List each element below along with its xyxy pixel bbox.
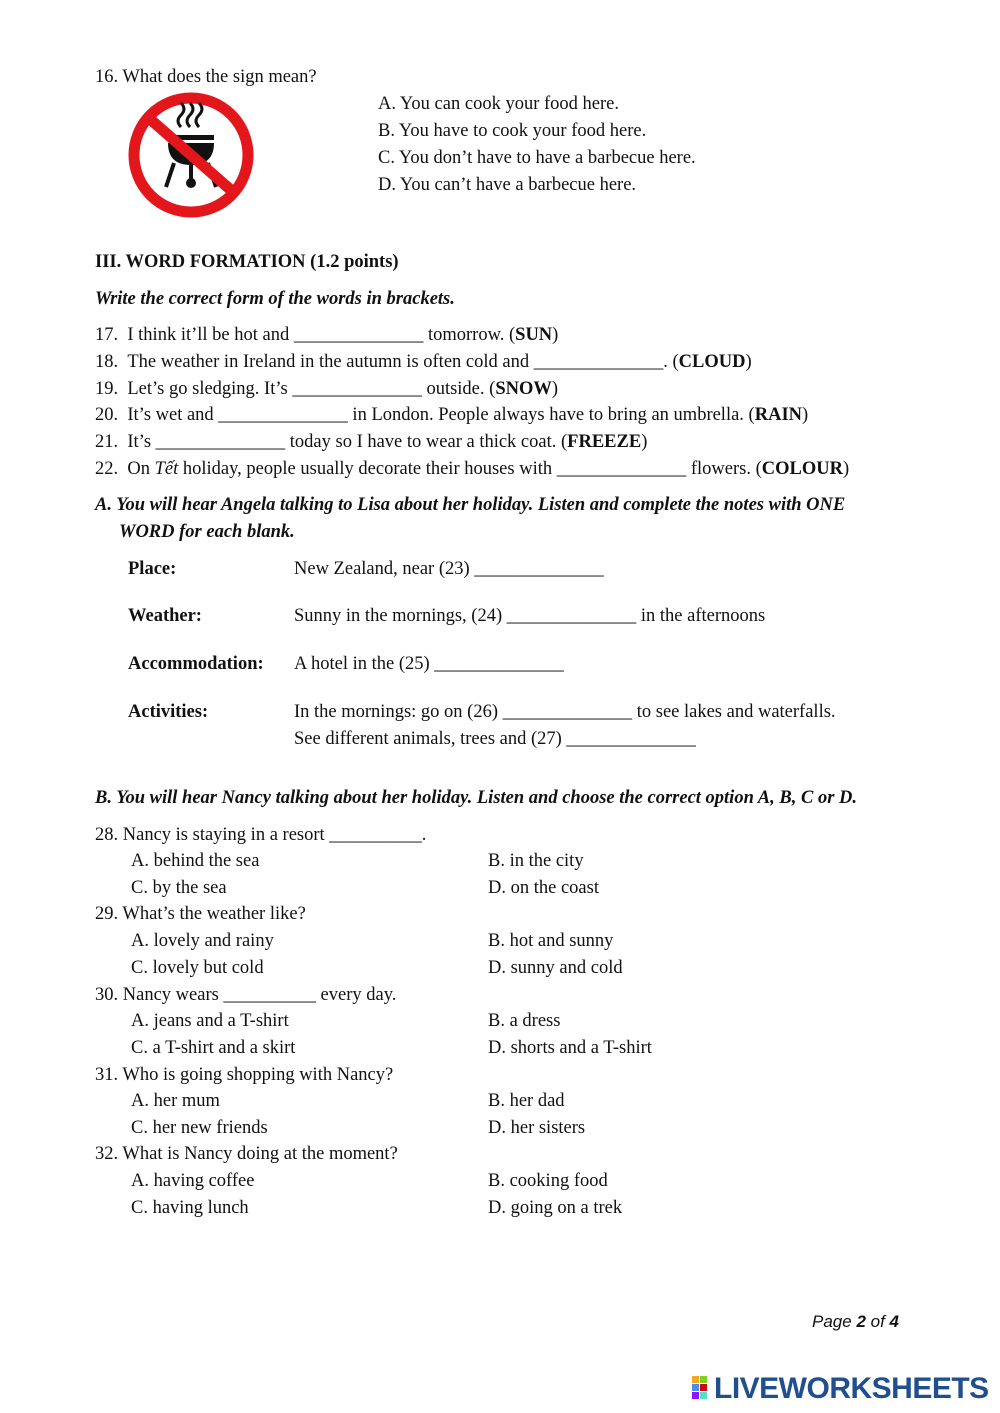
mc-option: D. her sisters xyxy=(488,1118,586,1138)
mc-option: A. jeans and a T-shirt xyxy=(131,1011,289,1031)
mc-question: 28. Nancy is staying in a resort __________. xyxy=(95,825,427,845)
q16-option-a: A. You can cook your food here. xyxy=(378,94,619,114)
wf-item: 17. I think it’ll be hot and ______________ tomorrow. (SUN) xyxy=(95,325,559,345)
notes-text: New Zealand, near (23) ______________ xyxy=(294,559,604,579)
mc-option: C. having lunch xyxy=(131,1198,249,1218)
mc-option: D. sunny and cold xyxy=(488,958,623,978)
page-number: Page 2 of 4 xyxy=(812,1312,899,1331)
notes-label: Place: xyxy=(128,559,177,579)
section-instruction: Write the correct form of the words in brackets. xyxy=(95,289,455,309)
listening-a-instruction-cont: WORD for each blank. xyxy=(119,522,295,542)
mc-option: D. going on a trek xyxy=(488,1198,623,1218)
logo-mark-icon xyxy=(692,1376,716,1404)
wf-item: 20. It’s wet and ______________ in London. People always have to bring an umbrella. (RAIN) xyxy=(95,405,809,425)
mc-option: D. shorts and a T-shirt xyxy=(488,1038,652,1058)
notes-text: In the mornings: go on (26) ______________ to see lakes and waterfalls. xyxy=(294,702,836,722)
section-heading: III. WORD FORMATION (1.2 points) xyxy=(95,252,399,272)
q16-option-d: D. You can’t have a barbecue here. xyxy=(378,175,637,195)
mc-question: 29. What’s the weather like? xyxy=(95,904,306,924)
notes-label: Activities: xyxy=(128,702,209,722)
question-16: 16. What does the sign mean? xyxy=(95,67,317,87)
mc-option: C. her new friends xyxy=(131,1118,268,1138)
mc-option: B. her dad xyxy=(488,1091,565,1111)
wf-item: 21. It’s ______________ today so I have to wear a thick coat. (FREEZE) xyxy=(95,432,648,452)
notes-label: Accommodation: xyxy=(128,654,264,674)
mc-option: A. having coffee xyxy=(131,1171,255,1191)
mc-option: B. hot and sunny xyxy=(488,931,614,951)
notes-text: Sunny in the mornings, (24) ______________ in the afternoons xyxy=(294,606,766,626)
listening-a-instruction: A. You will hear Angela talking to Lisa about her holiday. Listen and complete the notes with ONE xyxy=(95,495,846,515)
mc-option: A. lovely and rainy xyxy=(131,931,274,951)
notes-text: A hotel in the (25) ______________ xyxy=(294,654,564,674)
logo-text: LIVEWORKSHEETS xyxy=(714,1372,989,1405)
mc-option: C. lovely but cold xyxy=(131,958,264,978)
mc-option: B. cooking food xyxy=(488,1171,608,1191)
q16-option-c: C. You don’t have to have a barbecue here. xyxy=(378,148,696,168)
listening-b-instruction: B. You will hear Nancy talking about her holiday. Listen and choose the correct option A, B, C or D. xyxy=(95,788,858,808)
mc-option: A. her mum xyxy=(131,1091,220,1111)
mc-question: 32. What is Nancy doing at the moment? xyxy=(95,1144,398,1164)
wf-item: 19. Let’s go sledging. It’s ______________ outside. (SNOW) xyxy=(95,379,559,399)
mc-option: C. a T-shirt and a skirt xyxy=(131,1038,296,1058)
mc-option: B. a dress xyxy=(488,1011,561,1031)
mc-option: C. by the sea xyxy=(131,878,227,898)
mc-question: 30. Nancy wears __________ every day. xyxy=(95,985,397,1005)
no-barbecue-icon xyxy=(126,91,256,219)
mc-question: 31. Who is going shopping with Nancy? xyxy=(95,1065,394,1085)
mc-option: B. in the city xyxy=(488,851,584,871)
wf-item: 22. On Tết holiday, people usually decorate their houses with ______________ flowers. (COLOUR) xyxy=(95,459,850,479)
q16-option-b: B. You have to cook your food here. xyxy=(378,121,647,141)
mc-option: A. behind the sea xyxy=(131,851,260,871)
notes-text: See different animals, trees and (27) ______________ xyxy=(294,729,696,749)
wf-item: 18. The weather in Ireland in the autumn is often cold and ______________. (CLOUD) xyxy=(95,352,752,372)
notes-label: Weather: xyxy=(128,606,202,626)
mc-option: D. on the coast xyxy=(488,878,599,898)
